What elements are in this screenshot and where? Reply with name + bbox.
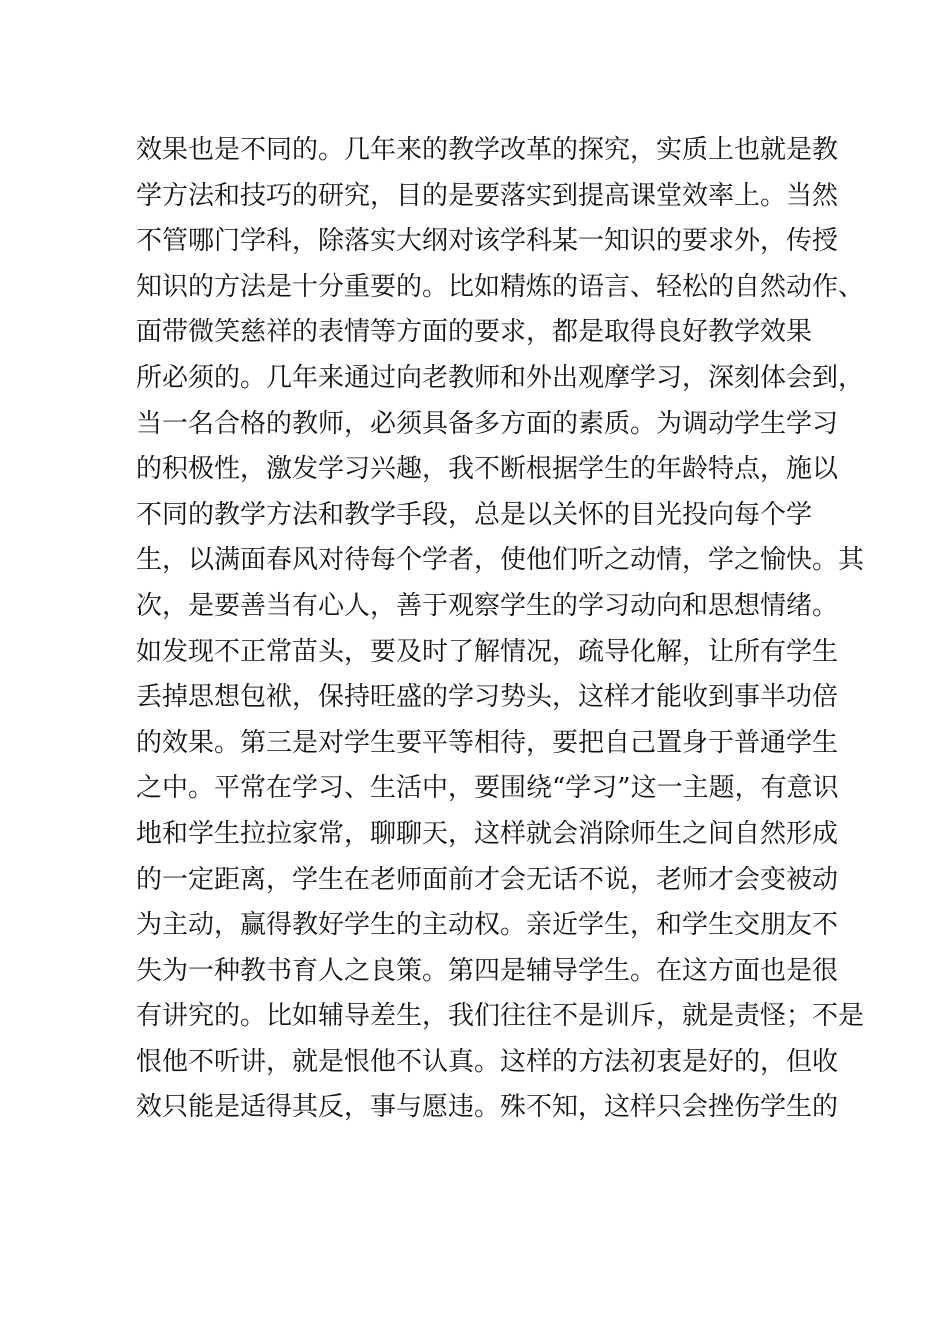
text-line: 如发现不正常苗头，要及时了解情况，疏导化解，让所有学生 bbox=[136, 636, 839, 667]
text-line: 有讲究的。比如辅导差生，我们往往不是训斥，就是责怪；不是 bbox=[136, 1001, 865, 1032]
text-line: 失为一种教书育人之良策。第四是辅导学生。在这方面也是很 bbox=[136, 955, 839, 986]
body-text bbox=[136, 128, 865, 1131]
text-line: 所必须的。几年来通过向老教师和外出观摩学习，深刻体会到， bbox=[136, 362, 865, 393]
text-line: 面带微笑慈祥的表情等方面的要求，都是取得良好教学效果 bbox=[136, 317, 813, 348]
text-line: 的积极性，激发学习兴趣，我不断根据学生的年龄特点，施以 bbox=[136, 454, 839, 485]
text-line: 恨他不听讲，就是恨他不认真。这样的方法初衷是好的，但收 bbox=[136, 1046, 839, 1077]
text-line: 地和学生拉拉家常，聊聊天，这样就会消除师生之间自然形成 bbox=[136, 818, 839, 849]
text-line: 效只能是适得其反，事与愿违。殊不知，这样只会挫伤学生的 bbox=[136, 1092, 839, 1123]
text-line: 效果也是不同的。几年来的教学改革的探究，实质上也就是教 bbox=[136, 135, 839, 165]
text-line: 之中。平常在学习、生活中，要围绕“学习”这一主题，有意识 bbox=[136, 773, 839, 804]
text-line: 知识的方法是十分重要的。比如精炼的语言、轻松的自然动作、 bbox=[136, 271, 865, 302]
text-line: 不同的教学方法和教学手段，总是以关怀的目光投向每个学 bbox=[136, 499, 813, 530]
text-line: 的效果。第三是对学生要平等相待，要把自己置身于普通学生 bbox=[136, 727, 839, 758]
text-line: 的一定距离，学生在老师面前才会无话不说，老师才会变被动 bbox=[136, 864, 839, 895]
text-line: 生，以满面春风对待每个学者，使他们听之动情，学之愉快。其 bbox=[136, 545, 865, 576]
text-line: 为主动，赢得教好学生的主动权。亲近学生，和学生交朋友不 bbox=[136, 910, 839, 941]
text-line: 不管哪门学科，除落实大纲对该学科某一知识的要求外，传授 bbox=[136, 226, 839, 257]
text-line: 次，是要善当有心人，善于观察学生的学习动向和思想情绪。 bbox=[136, 590, 839, 621]
text-line: 学方法和技巧的研究，目的是要落实到提高课堂效率上。当然 bbox=[136, 180, 839, 211]
text-line: 当一名合格的教师，必须具备多方面的素质。为调动学生学习 bbox=[136, 408, 839, 439]
text-line: 丢掉思想包袱，保持旺盛的学习势头，这样才能收到事半功倍 bbox=[136, 682, 839, 713]
